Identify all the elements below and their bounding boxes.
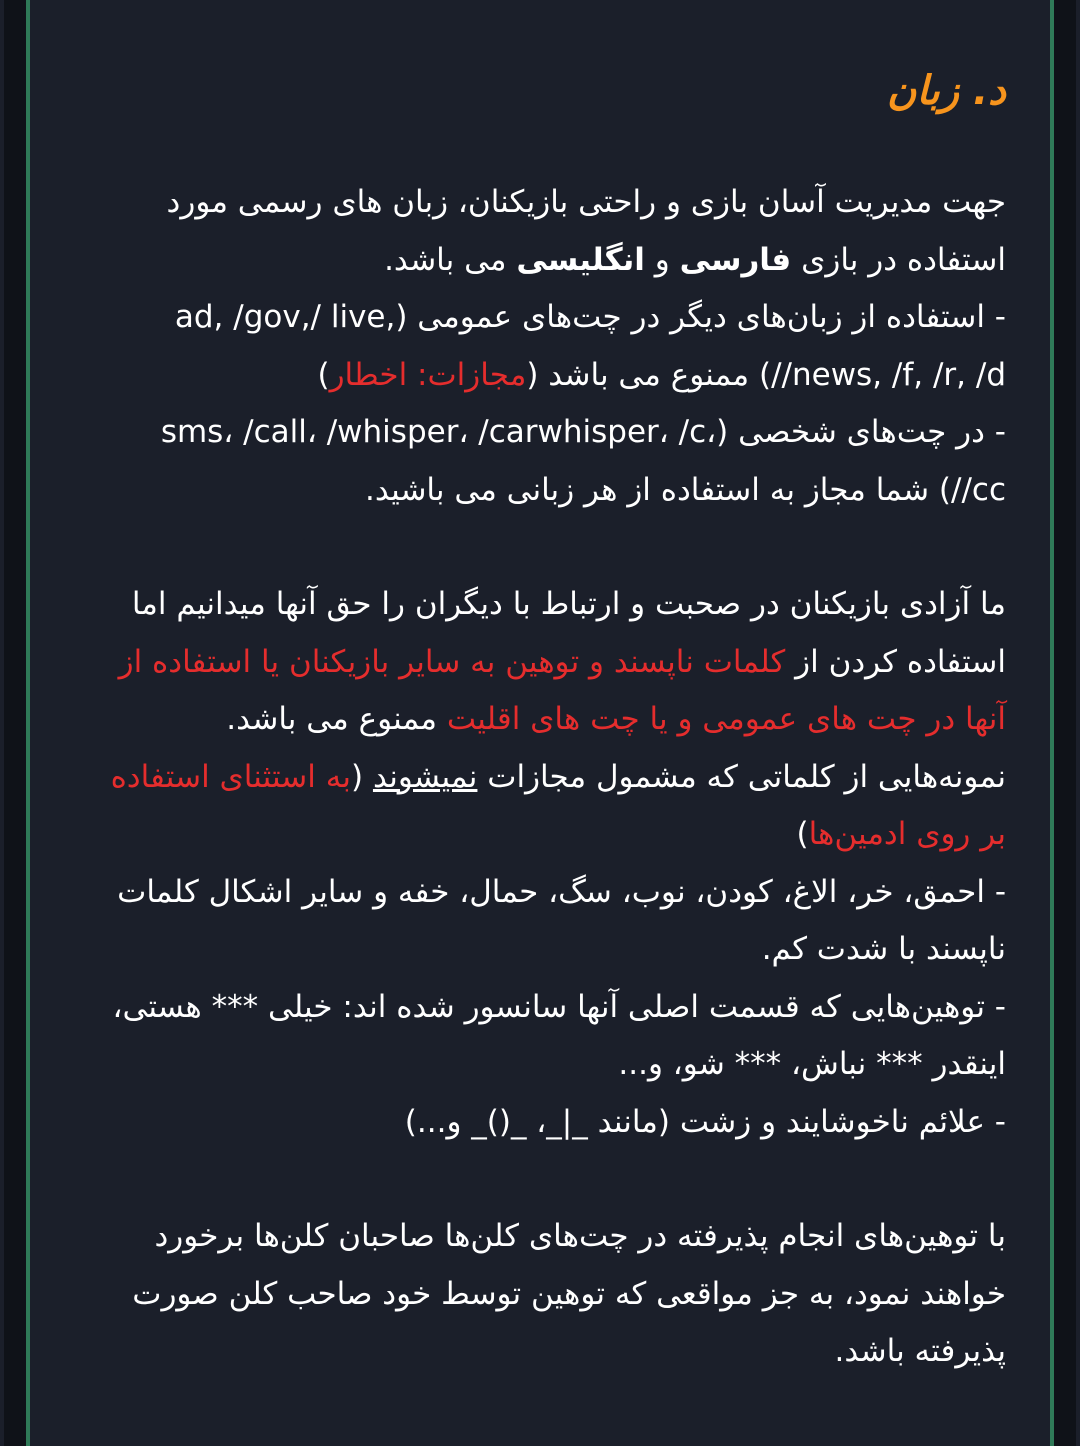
farsi-label: فارسی — [679, 241, 792, 278]
english-label: انگلیسی — [516, 241, 645, 278]
and-connector: و — [644, 241, 680, 278]
examples-open-paren: ( — [351, 758, 373, 795]
official-language-intro: جهت مدیریت آسان بازی و راحتی بازیکنان، زبان های رسمی مورد استفاده در بازی — [166, 184, 1006, 278]
official-language-text — [92, 174, 1006, 289]
admin-exception: به استثنای استفاده بر روی ادمین‌ها — [110, 758, 1006, 852]
insult-policy-end: ممنوع می باشد. — [226, 701, 447, 737]
public-chat-rule-text: - استفاده از زبان‌های دیگر در چت‌های عمومی (ad, /gov,/ live, /news, /f, /r, /d/) ممنوع می باشد ( — [174, 299, 1006, 393]
forbidden-behavior: کلمات ناپسند و توهین به سایر بازیکنان یا استفاده از آنها در چت های عمومی و یا چت های اقلیت — [118, 643, 1006, 737]
penalty-warning: مجازات: اخطار — [329, 356, 527, 393]
examples-close-paren: ) — [796, 816, 809, 852]
left-border — [26, 0, 30, 1446]
official-language-paragraph — [92, 174, 1006, 519]
private-chat-rule: - در چت‌های شخصی (sms، /call، /whisper، /carwhisper، /c، /cc/) شما مجاز به استفاده از هر زبانی می باشید. — [160, 414, 1006, 508]
clan-chat-paragraph: با توهین‌های انجام پذیرفته در چت‌های کلن‌ها صاحبان کلن‌ها برخورد خواهند نمود، به جز مواقعی که توهین توسط خود صاحب کلن صورت پذیرفته باشد. — [132, 1218, 1006, 1369]
official-language-end: می باشد. — [384, 241, 517, 278]
insult-policy-intro: ما آزادی بازیکنان در صحبت و ارتباط با دیگران را حق آنها میدانیم اما استفاده کردن از — [131, 586, 1006, 680]
section-heading: د. زبان — [887, 68, 1006, 114]
example-item-1: - احمق، خر، الاغ، کودن، نوب، سگ، حمال، خفه و سایر اشکال کلمات ناپسند با شدت کم. — [117, 873, 1006, 967]
example-item-3: - علائم ناخوشایند و زشت (مانند _|_، _()_ و...) — [404, 1103, 1006, 1140]
public-chat-rule — [92, 289, 1006, 404]
right-margin — [1054, 0, 1076, 1446]
insult-policy-paragraph — [92, 576, 1006, 1151]
right-border — [1050, 0, 1054, 1446]
insult-policy-text — [92, 576, 1006, 749]
examples-intro — [92, 749, 1006, 864]
left-margin — [4, 0, 26, 1446]
not-penalized-word: نمیشوند — [372, 758, 478, 795]
public-chat-rule-close: ) — [317, 356, 330, 393]
examples-intro-text: نمونه‌هایی از کلماتی که مشمول مجازات — [477, 758, 1006, 795]
example-item-2: - توهین‌هایی که قسمت اصلی آنها سانسور شده اند: خیلی *** هستی، اینقدر *** نباش، *** شو، و... — [112, 988, 1006, 1082]
rules-content — [92, 58, 1006, 1381]
